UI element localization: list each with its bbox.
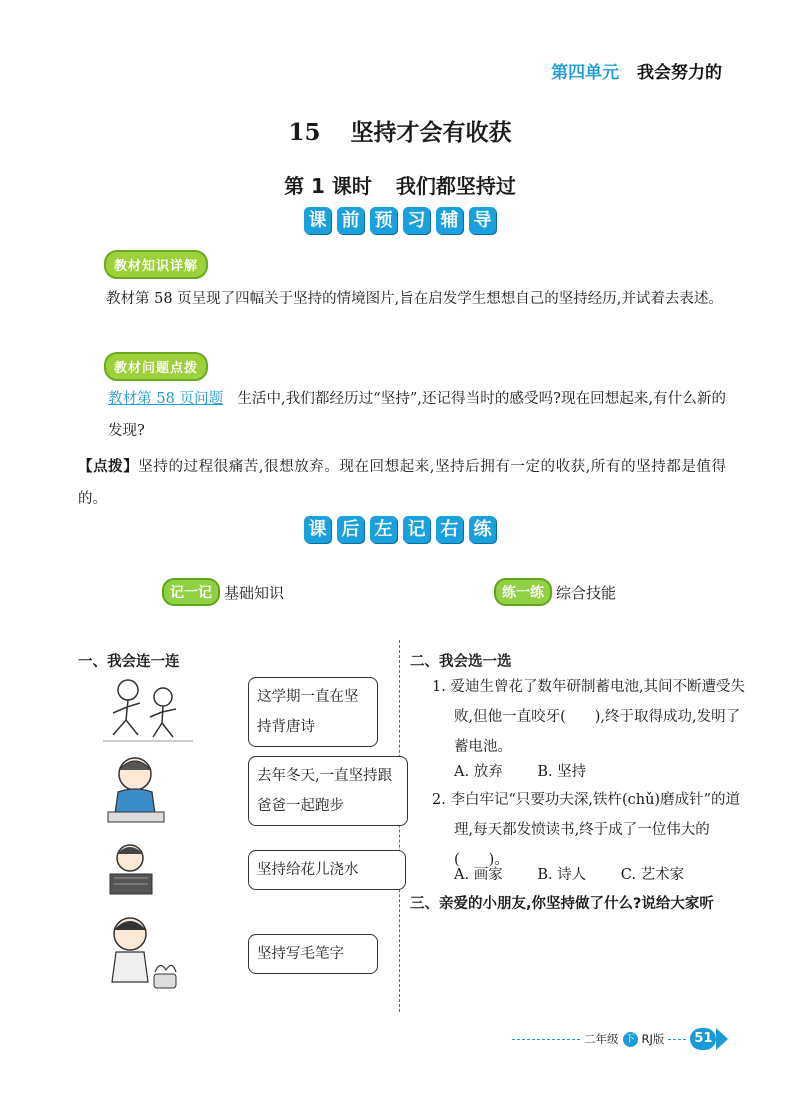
banner-char: 练 — [469, 516, 496, 543]
right-section-text: 综合技能 — [556, 583, 617, 602]
banner-char: 前 — [337, 207, 364, 234]
period-label: 第 1 课时 — [284, 174, 372, 198]
boy-writing-illustration — [100, 752, 170, 827]
question-tag: 教材问题点拨 — [104, 352, 208, 381]
footer-edition: RJ版 — [641, 1032, 665, 1046]
left-section-label — [162, 578, 284, 606]
match-box-3[interactable]: 坚持给花儿浇水 — [248, 850, 406, 890]
children-running-illustration — [98, 675, 198, 745]
q2-item-2-option-c[interactable]: C. 艺术家 — [620, 867, 685, 883]
unit-label: 第四单元 — [551, 63, 620, 83]
footer-term: 下 — [623, 1032, 638, 1047]
period-title-text: 我们都坚持过 — [395, 174, 516, 198]
left-section-text: 基础知识 — [224, 583, 285, 602]
q1-heading: 一、我会连一连 — [78, 654, 180, 670]
next-arrow-icon — [716, 1028, 728, 1050]
banner-char: 后 — [337, 516, 364, 543]
right-section-pill: 练一练 — [494, 578, 552, 606]
column-divider — [399, 640, 400, 1012]
match-box-1[interactable]: 这学期一直在坚持背唐诗 — [248, 677, 378, 747]
q2-item-1: 1. 爱迪生曾花了数年研制蓄电池,其间不断遭受失败,但他一直咬牙( ),终于取得成功,发明了蓄电池。 — [432, 679, 746, 755]
q2-item-2-option-a[interactable]: A. 画家 — [454, 867, 503, 883]
footer-dash — [512, 1039, 580, 1040]
lesson-title-text: 坚持才会有收获 — [350, 120, 512, 146]
page-footer — [512, 1028, 728, 1050]
footer-grade: 二年级 — [584, 1032, 619, 1046]
girl-watering-illustration — [100, 838, 162, 900]
left-section-pill: 记一记 — [162, 578, 220, 606]
banner-char: 记 — [403, 516, 430, 543]
q2-item-2-option-b[interactable]: B. 诗人 — [537, 867, 587, 883]
banner-char: 辅 — [436, 207, 463, 234]
boy-calligraphy-illustration — [100, 912, 180, 994]
knowledge-tag: 教材知识详解 — [104, 250, 208, 279]
match-box-4[interactable]: 坚持写毛笔字 — [248, 934, 378, 974]
q2-item-1-options — [410, 757, 772, 787]
q2-item-2-options — [410, 860, 772, 890]
unit-header — [551, 58, 722, 83]
period-title — [0, 170, 800, 199]
banner-pre-class — [0, 207, 800, 234]
hint-paragraph — [78, 451, 726, 515]
banner-char: 导 — [469, 207, 496, 234]
textbook-page-link[interactable]: 教材第 58 页问题 — [108, 391, 224, 407]
banner-char: 课 — [304, 516, 331, 543]
unit-theme: 我会努力的 — [637, 63, 722, 83]
right-section-label — [494, 578, 616, 606]
q2-item-1-option-b[interactable]: B. 坚持 — [537, 764, 587, 780]
banner-post-class — [0, 516, 800, 543]
q2-item-1-option-a[interactable]: A. 放弃 — [454, 764, 503, 780]
banner-char: 左 — [370, 516, 397, 543]
banner-char: 课 — [304, 207, 331, 234]
question-text: 生活中,我们都经历过“坚持”,还记得当时的感受吗?现在回想起来,有什么新的发现? — [108, 391, 726, 439]
q2-item-2: 2. 李白牢记“只要功夫深,铁杵(chǔ)磨成针”的道理,每天都发愤读书,终于成了一位伟大的( )。 — [432, 792, 740, 868]
footer-dash — [668, 1039, 686, 1040]
hint-text: 坚持的过程很痛苦,很想放弃。现在回想起来,坚持后拥有一定的收获,所有的坚持都是值得的。 — [78, 459, 727, 507]
banner-char: 预 — [370, 207, 397, 234]
lesson-title — [0, 114, 800, 147]
hint-label: 【点拨】 — [78, 458, 139, 475]
q2-heading: 二、我会选一选 — [410, 654, 512, 670]
lesson-number: 15 — [288, 119, 321, 146]
q3-heading: 三、亲爱的小朋友,你坚持做了什么?说给大家听 — [410, 896, 714, 912]
question-paragraph — [108, 383, 726, 447]
knowledge-paragraph: 教材第 58 页呈现了四幅关于坚持的情境图片,旨在启发学生想想自己的坚持经历,并试着去表述。 — [106, 291, 723, 307]
match-box-2[interactable]: 去年冬天,一直坚持跟爸爸一起跑步 — [248, 756, 408, 826]
page-number: 51 — [690, 1028, 716, 1050]
banner-char: 右 — [436, 516, 463, 543]
page-number-badge — [690, 1028, 728, 1050]
banner-char: 习 — [403, 207, 430, 234]
